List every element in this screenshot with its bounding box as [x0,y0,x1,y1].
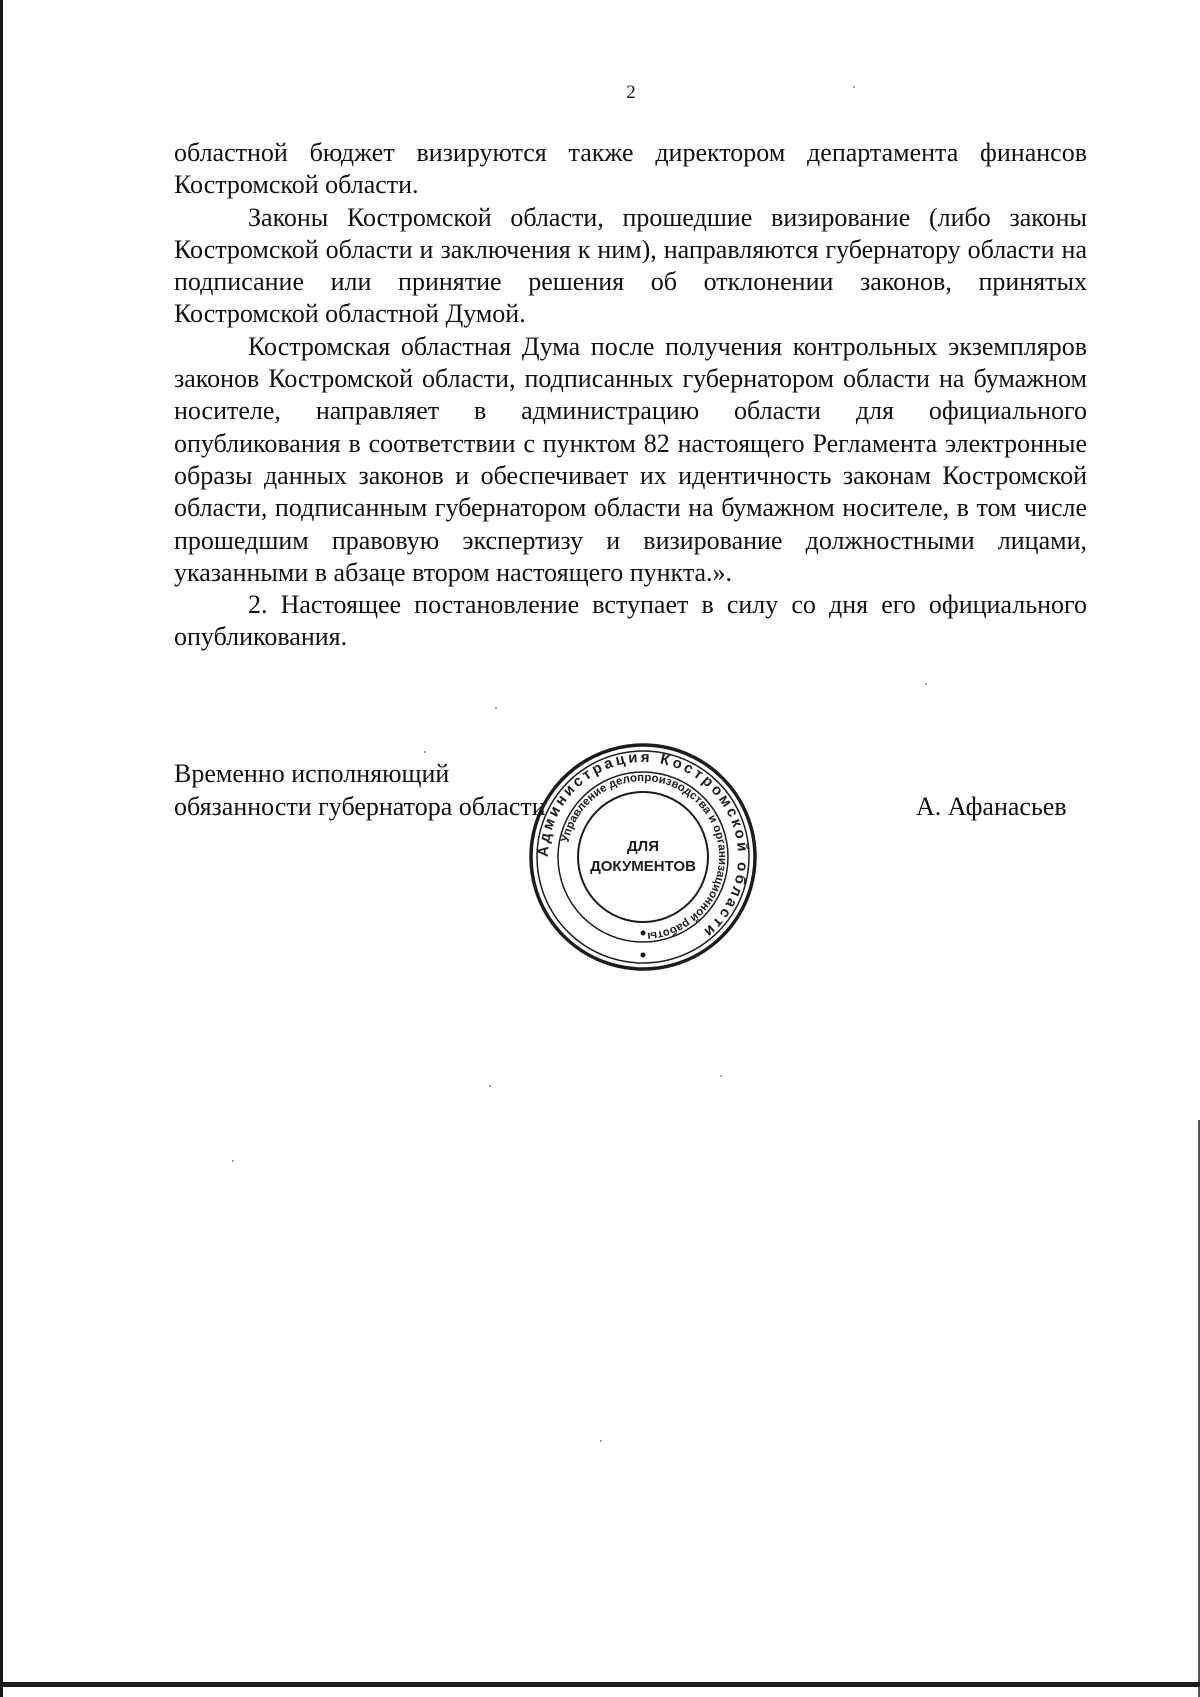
scan-speck [600,1440,602,1442]
scan-speck [853,86,855,88]
seal-center-line1: ДЛЯ [627,838,659,855]
page-number: 2 [626,82,636,103]
signatory-name: А. Афанасьев [916,792,1067,821]
scan-edge-left [0,0,3,1697]
svg-text:Управление делопроизводства и [559,772,728,942]
official-seal [527,741,759,973]
scan-speck [489,1085,491,1087]
signatory-title [174,757,546,823]
seal-inner-text: Управление делопроизводства и организационной работы [559,771,729,943]
seal-outer-text: Администрация Костромской области [534,748,752,943]
document-body [174,137,1087,654]
scan-edge-bottom [0,1682,1200,1687]
scan-speck [720,1075,722,1077]
paragraph-duma-publication: Костромская областная Дума после получения контрольных экземпляров законов Костромской области, подписанных губернатором области на бумажном носителе, направляет в администрацию области для официального опубликования в соответствии с пунктом 82 настоящего Регламента электронные образы данных законов и обеспечивает их идентичность законам Костромской области, подписанным губернатором области на бумажном носителе, в том числе прошедшим правовую экспертизу и визирование должностными лицами, указанными в абзаце втором настоящего пункта.». [174,331,1087,587]
signatory-title-line1: Временно исполняющий [174,759,450,788]
scan-speck [925,683,927,685]
paragraph-entry-into-force: 2. Настоящее постановление вступает в силу со дня его официального опубликования. [174,590,1087,652]
signatory-title-line2: обязанности губернатора области [174,792,546,821]
seal-star-mark-outer [641,953,646,958]
scan-speck [495,707,497,709]
seal-center-line2: ДОКУМЕНТОВ [590,858,696,875]
scan-speck [232,1160,234,1162]
paragraph-laws-signing: Законы Костромской области, прошедшие визирование (либо законы Костромской области и заключения к ним), направляются губернатору области на подписание или принятие решения об отклонении законов, принятых Костромской областной Думой. [174,202,1087,329]
scan-speck [424,751,426,753]
seal-star-mark [641,931,646,936]
paragraph-continuation: областной бюджет визируются также директором департамента финансов Костромской области. [174,138,1087,200]
